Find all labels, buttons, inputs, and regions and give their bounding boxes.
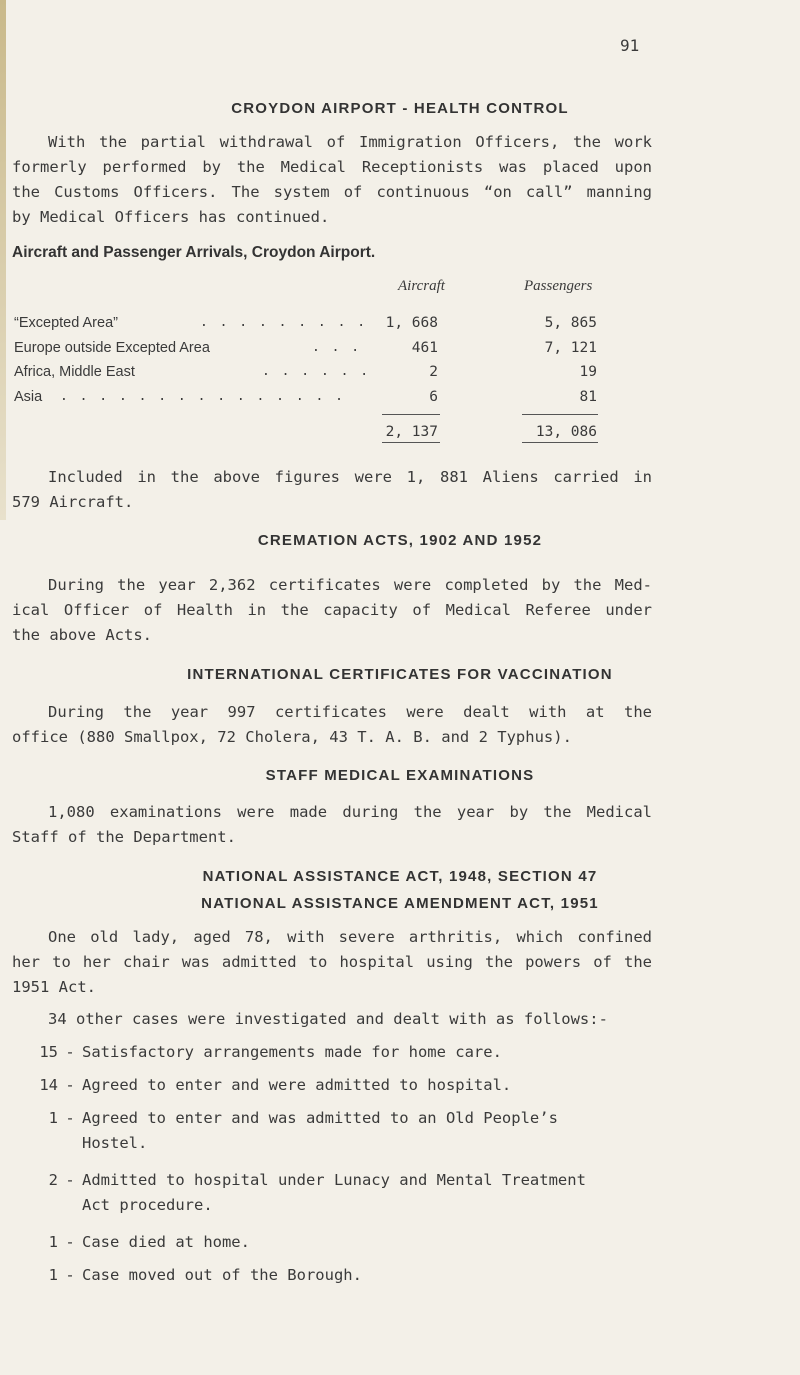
item-dash: - <box>65 1171 75 1189</box>
row-leader-dots: . . . . . . <box>262 364 371 379</box>
national-assistance-paragraph <box>12 925 652 1000</box>
staff-paragraph <box>12 800 652 850</box>
total-rule-passengers <box>522 414 598 415</box>
item-dash: - <box>65 1266 75 1284</box>
list-item <box>30 1168 670 1218</box>
item-count: 2 <box>48 1171 58 1189</box>
list-item <box>30 1106 670 1156</box>
item-continuation: Act procedure. <box>82 1196 213 1214</box>
table-title: Aircraft and Passenger Arrivals, Croydon Airport. <box>12 244 376 261</box>
row-aircraft: 2 <box>429 364 438 380</box>
text-line: Included in the above figures were 1, 881 Aliens carried in <box>48 468 652 486</box>
row-aircraft: 461 <box>411 340 438 356</box>
list-item <box>30 1230 670 1255</box>
item-text: Satisfactory arrangements made for home care. <box>82 1043 502 1061</box>
vaccination-paragraph <box>12 700 652 750</box>
text-line: her to her chair was admitted to hospital using the powers of the <box>12 953 652 971</box>
item-count: 15 <box>39 1043 58 1061</box>
row-passengers: 5, 865 <box>544 315 597 331</box>
row-passengers: 7, 121 <box>544 340 597 356</box>
row-label: Europe outside Excepted Area <box>14 340 210 356</box>
cremation-heading: CREMATION ACTS, 1902 AND 1952 <box>257 532 543 549</box>
text-line: formerly performed by the Medical Receptionists was placed upon <box>12 158 652 176</box>
col-header-aircraft: Aircraft <box>398 278 445 294</box>
item-count: 14 <box>39 1076 58 1094</box>
text-line: 579 Aircraft. <box>12 493 134 511</box>
total-underline-passengers <box>522 442 598 443</box>
list-item <box>30 1263 670 1288</box>
col-header-passengers: Passengers <box>524 278 593 294</box>
cases-intro <box>12 1007 652 1032</box>
vaccination-heading: INTERNATIONAL CERTIFICATES FOR VACCINATION <box>187 666 613 683</box>
page-number: 91 <box>620 36 640 55</box>
item-count: 1 <box>48 1109 58 1127</box>
item-count: 1 <box>48 1266 58 1284</box>
text-line: 1951 Act. <box>12 978 96 996</box>
total-rule-aircraft <box>382 414 440 415</box>
text-line: With the partial withdrawal of Immigration Officers, the work <box>48 133 652 151</box>
text-line: the above Acts. <box>12 626 152 644</box>
table-row <box>0 389 800 414</box>
total-passengers: 13, 086 <box>535 424 597 440</box>
item-dash: - <box>65 1109 75 1127</box>
list-item <box>30 1040 670 1065</box>
row-label: “Excepted Area” <box>14 315 118 331</box>
text-line: During the year 997 certificates were dealt with at the <box>48 703 652 721</box>
text-line: One old lady, aged 78, with severe arthritis, which confined <box>48 928 652 946</box>
national-assistance-heading-1: NATIONAL ASSISTANCE ACT, 1948, SECTION 47 <box>202 868 598 885</box>
item-text: Admitted to hospital under Lunacy and Mental Treatment <box>82 1171 586 1189</box>
list-item <box>30 1073 670 1098</box>
row-aircraft: 6 <box>429 389 438 405</box>
table-row <box>0 364 800 389</box>
item-dash: - <box>65 1233 75 1251</box>
cases-list <box>30 1040 670 1288</box>
item-dash: - <box>65 1076 75 1094</box>
aliens-paragraph <box>12 465 652 515</box>
airport-paragraph <box>12 130 652 230</box>
staff-heading: STAFF MEDICAL EXAMINATIONS <box>265 767 535 784</box>
table-row <box>0 340 800 365</box>
text-line: 34 other cases were investigated and dealt with as follows:- <box>48 1010 608 1028</box>
item-count: 1 <box>48 1233 58 1251</box>
item-text: Agreed to enter and was admitted to an Old People’s <box>82 1109 558 1127</box>
item-text: Agreed to enter and were admitted to hospital. <box>82 1076 512 1094</box>
total-underline-aircraft <box>382 442 440 443</box>
national-assistance-heading-2: NATIONAL ASSISTANCE AMENDMENT ACT, 1951 <box>201 895 599 912</box>
row-aircraft: 1, 668 <box>385 315 438 331</box>
row-label: Africa, Middle East <box>14 364 135 380</box>
cremation-paragraph <box>12 573 652 648</box>
text-line: 1,080 examinations were made during the year by the Medical <box>48 803 652 821</box>
text-line: by Medical Officers has continued. <box>12 208 330 226</box>
text-line: Staff of the Department. <box>12 828 236 846</box>
row-passengers: 19 <box>579 364 597 380</box>
row-passengers: 81 <box>579 389 597 405</box>
table-total-row <box>0 424 800 449</box>
row-label: Asia <box>14 389 43 405</box>
row-leader-dots: . . . <box>312 340 362 355</box>
item-dash: - <box>65 1043 75 1061</box>
text-line: During the year 2,362 certificates were completed by the Med- <box>48 576 652 594</box>
airport-heading: CROYDON AIRPORT - HEALTH CONTROL <box>231 100 569 117</box>
table-row <box>0 315 800 340</box>
row-leader-dots: . . . . . . . . . . . . . . . <box>60 389 345 404</box>
row-leader-dots: . . . . . . . . . <box>200 315 368 330</box>
text-line: office (880 Smallpox, 72 Cholera, 43 T. A. B. and 2 Typhus). <box>12 728 572 746</box>
item-text: Case moved out of the Borough. <box>82 1266 362 1284</box>
item-text: Case died at home. <box>82 1233 250 1251</box>
text-line: the Customs Officers. The system of continuous “on call” manning <box>12 183 652 201</box>
item-continuation: Hostel. <box>82 1134 148 1152</box>
total-aircraft: 2, 137 <box>385 424 438 440</box>
text-line: ical Officer of Health in the capacity of Medical Referee under <box>12 601 652 619</box>
